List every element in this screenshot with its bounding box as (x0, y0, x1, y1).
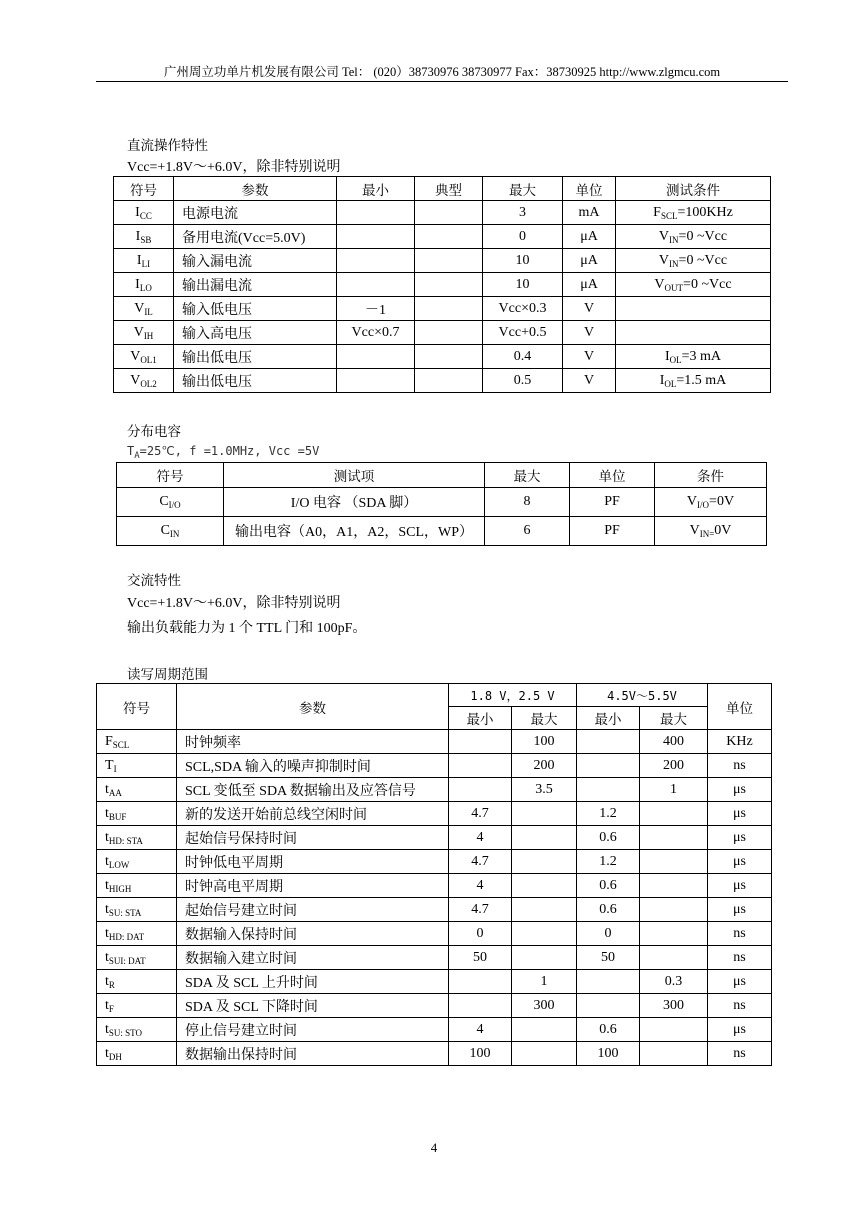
dc-typ (415, 249, 483, 273)
rw-unit: ns (708, 994, 772, 1018)
rw-symbol: $F_{SCL}$ (97, 730, 177, 754)
rw-param: 停止信号建立时间 (177, 1018, 449, 1042)
rw-header-param: 参数 (177, 684, 449, 730)
rw-min-1: 50 (449, 946, 512, 970)
rw-max-1: 3.5 (512, 778, 577, 802)
dc-min (337, 225, 415, 249)
cap-title: 分布电容 (127, 424, 181, 440)
rw-param: 数据输入建立时间 (177, 946, 449, 970)
rw-param: SDA 及 SCL 上升时间 (177, 970, 449, 994)
rw-max-2 (640, 1042, 708, 1066)
rw-table-row (97, 826, 772, 850)
rw-param: 新的发送开始前总线空闲时间 (177, 802, 449, 826)
dc-typ (415, 225, 483, 249)
rw-min-1: 4 (449, 1018, 512, 1042)
cap-symbol: $C_{IN}$ (117, 517, 224, 546)
rw-header-unit: 单位 (708, 684, 772, 730)
dc-condition: Vcc=+1.8V～+6.0V，除非特别说明 (127, 160, 341, 175)
rw-param: 时钟高电平周期 (177, 874, 449, 898)
dc-table-row (114, 201, 771, 225)
rw-min-2: 0.6 (577, 898, 640, 922)
dc-condition-cell: $F_{SCL}=100KHz$ (616, 201, 771, 225)
rw-table-row (97, 994, 772, 1018)
cap-max: 6 (485, 517, 570, 546)
rw-unit: μs (708, 850, 772, 874)
dc-param: 输出漏电流 (174, 273, 337, 297)
dc-param: 电源电流 (174, 201, 337, 225)
dc-param: 输入高电压 (174, 321, 337, 345)
rw-table-row (97, 898, 772, 922)
dc-table-row (114, 369, 771, 393)
cap-condition-cell: $V_{I/O}=0V$ (655, 488, 767, 517)
dc-condition-cell: $V_{OUT}=0$ ~Vcc (616, 273, 771, 297)
rw-min-1 (449, 778, 512, 802)
dc-max: 3 (483, 201, 563, 225)
rw-header-group-2: 4.5V～5.5V (577, 684, 708, 707)
rw-max-1: 1 (512, 970, 577, 994)
dc-symbol: $V_{OL1}$ (114, 345, 174, 369)
dc-condition-cell: $V_{IN}=0$ ~Vcc (616, 225, 771, 249)
rw-min-1: 4.7 (449, 898, 512, 922)
dc-typ (415, 321, 483, 345)
rw-min-2: 0 (577, 922, 640, 946)
rw-param: 起始信号建立时间 (177, 898, 449, 922)
ac-line-1: Vcc=+1.8V～+6.0V，除非特别说明 (127, 596, 341, 611)
dc-unit: V (563, 297, 616, 321)
dc-symbol: $V_{IL}$ (114, 297, 174, 321)
rw-unit: ns (708, 922, 772, 946)
rw-min-2 (577, 970, 640, 994)
ac-title: 交流特性 (127, 573, 181, 589)
rw-param: 起始信号保持时间 (177, 826, 449, 850)
cap-unit: PF (570, 517, 655, 546)
rw-unit: KHz (708, 730, 772, 754)
rw-symbol: $t_{SUI: DAT}$ (97, 946, 177, 970)
dc-typ (415, 345, 483, 369)
dc-title: 直流操作特性 (127, 138, 208, 154)
dc-symbol: $I_{CC}$ (114, 201, 174, 225)
header-rule (96, 81, 788, 82)
cap-max: 8 (485, 488, 570, 517)
dc-param: 输出低电压 (174, 369, 337, 393)
rw-min-1 (449, 970, 512, 994)
dc-typ (415, 369, 483, 393)
rw-table-row (97, 970, 772, 994)
cap-condition-cell: $V_{IN=}0V$ (655, 517, 767, 546)
dc-min: －1 (337, 297, 415, 321)
dc-min (337, 273, 415, 297)
rw-table-row (97, 946, 772, 970)
dc-header-cell: 测试条件 (616, 177, 771, 201)
dc-table-row (114, 297, 771, 321)
rw-min-1 (449, 994, 512, 1018)
rw-symbol: $t_{HD: DAT}$ (97, 922, 177, 946)
rw-unit: μs (708, 778, 772, 802)
rw-max-2 (640, 898, 708, 922)
dc-unit: μA (563, 225, 616, 249)
dc-symbol: $I_{LI}$ (114, 249, 174, 273)
rw-min-2: 100 (577, 1042, 640, 1066)
rw-unit: μs (708, 898, 772, 922)
dc-symbol: $V_{OL2}$ (114, 369, 174, 393)
cap-unit: PF (570, 488, 655, 517)
rw-header-group-1: 1.8 V，2.5 V (449, 684, 577, 707)
dc-condition-cell: $I_{OL}=1.5$ mA (616, 369, 771, 393)
rw-symbol: $t_R$ (97, 970, 177, 994)
rw-symbol: $t_F$ (97, 994, 177, 1018)
rw-max-2 (640, 850, 708, 874)
cap-header-cell: 最大 (485, 463, 570, 488)
dc-min (337, 345, 415, 369)
dc-unit: V (563, 321, 616, 345)
dc-condition-cell: $I_{OL}=3$ mA (616, 345, 771, 369)
cap-header-cell: 单位 (570, 463, 655, 488)
rw-param: 时钟低电平周期 (177, 850, 449, 874)
dc-unit: V (563, 369, 616, 393)
rw-symbol: $t_{BUF}$ (97, 802, 177, 826)
rw-table-row (97, 922, 772, 946)
dc-table (113, 176, 771, 393)
rw-max-2: 300 (640, 994, 708, 1018)
rw-max-1 (512, 850, 577, 874)
dc-min (337, 249, 415, 273)
rw-table (96, 683, 772, 1066)
rw-max-2: 0.3 (640, 970, 708, 994)
rw-min-2 (577, 778, 640, 802)
cap-table (116, 462, 767, 546)
rw-min-1: 100 (449, 1042, 512, 1066)
rw-header-symbol: 符号 (97, 684, 177, 730)
ac-line-2: 输出负载能力为 1 个 TTL 门和 100pF。 (127, 621, 367, 636)
dc-param: 输入漏电流 (174, 249, 337, 273)
dc-min (337, 201, 415, 225)
dc-typ (415, 273, 483, 297)
rw-max-1 (512, 874, 577, 898)
dc-param: 输出低电压 (174, 345, 337, 369)
rw-param: SCL,SDA 输入的噪声抑制时间 (177, 754, 449, 778)
dc-unit: μA (563, 273, 616, 297)
rw-symbol: $t_{DH}$ (97, 1042, 177, 1066)
rw-param: 时钟频率 (177, 730, 449, 754)
rw-unit: μs (708, 826, 772, 850)
rw-unit: μs (708, 970, 772, 994)
cap-table-row (117, 488, 767, 517)
dc-table-row (114, 273, 771, 297)
rw-min-1: 0 (449, 922, 512, 946)
rw-symbol: $t_{LOW}$ (97, 850, 177, 874)
rw-table-row (97, 754, 772, 778)
rw-param: 数据输出保持时间 (177, 1042, 449, 1066)
cap-item: 输出电容（A0，A1，A2，SCL，WP） (224, 517, 485, 546)
rw-min-2 (577, 994, 640, 1018)
dc-header-cell: 最小 (337, 177, 415, 201)
dc-symbol: $V_{IH}$ (114, 321, 174, 345)
dc-header-cell: 单位 (563, 177, 616, 201)
rw-min-2: 1.2 (577, 802, 640, 826)
dc-symbol: $I_{LO}$ (114, 273, 174, 297)
dc-table-row (114, 225, 771, 249)
rw-min-1 (449, 730, 512, 754)
rw-min-1: 4.7 (449, 850, 512, 874)
dc-unit: mA (563, 201, 616, 225)
rw-title: 读写周期范围 (127, 667, 208, 683)
dc-header-cell: 最大 (483, 177, 563, 201)
rw-unit: μs (708, 802, 772, 826)
rw-unit: ns (708, 946, 772, 970)
dc-max: 0 (483, 225, 563, 249)
rw-symbol: $T_I$ (97, 754, 177, 778)
rw-min-1: 4 (449, 826, 512, 850)
rw-table-row (97, 730, 772, 754)
dc-min (337, 369, 415, 393)
dc-condition-cell (616, 321, 771, 345)
rw-max-2: 400 (640, 730, 708, 754)
dc-table-row (114, 321, 771, 345)
rw-param: SCL 变低至 SDA 数据输出及应答信号 (177, 778, 449, 802)
dc-max: Vcc×0.3 (483, 297, 563, 321)
rw-max-2 (640, 874, 708, 898)
dc-typ (415, 201, 483, 225)
dc-condition-cell: $V_{IN}=0$ ~Vcc (616, 249, 771, 273)
rw-max-2 (640, 1018, 708, 1042)
dc-table-row (114, 249, 771, 273)
rw-param: SDA 及 SCL 下降时间 (177, 994, 449, 1018)
rw-symbol: $t_{HIGH}$ (97, 874, 177, 898)
rw-min-2: 1.2 (577, 850, 640, 874)
rw-unit: ns (708, 1042, 772, 1066)
rw-table-row (97, 778, 772, 802)
rw-symbol: $t_{HD: STA}$ (97, 826, 177, 850)
dc-max: Vcc+0.5 (483, 321, 563, 345)
dc-condition-cell (616, 297, 771, 321)
dc-header-cell: 符号 (114, 177, 174, 201)
rw-unit: μs (708, 1018, 772, 1042)
cap-header-cell: 符号 (117, 463, 224, 488)
rw-min-2: 0.6 (577, 1018, 640, 1042)
dc-table-row (114, 345, 771, 369)
rw-max-2: 1 (640, 778, 708, 802)
rw-max-2: 200 (640, 754, 708, 778)
rw-max-2 (640, 946, 708, 970)
rw-max-1: 100 (512, 730, 577, 754)
rw-min-2: 0.6 (577, 826, 640, 850)
dc-min: Vcc×0.7 (337, 321, 415, 345)
cap-item: I/O 电容 （SDA 脚） (224, 488, 485, 517)
rw-header-max-2: 最大 (640, 707, 708, 730)
dc-max: 0.4 (483, 345, 563, 369)
rw-max-1 (512, 946, 577, 970)
dc-header-cell: 参数 (174, 177, 337, 201)
cap-condition: $T_A=25℃$, f =1.0MHz, Vcc =5V (127, 444, 320, 461)
rw-min-2: 0.6 (577, 874, 640, 898)
rw-max-1 (512, 922, 577, 946)
rw-max-1: 200 (512, 754, 577, 778)
rw-header-min-1: 最小 (449, 707, 512, 730)
rw-unit: ns (708, 754, 772, 778)
rw-table-row (97, 1042, 772, 1066)
cap-header-cell: 测试项 (224, 463, 485, 488)
rw-table-row (97, 1018, 772, 1042)
rw-header-min-2: 最小 (577, 707, 640, 730)
rw-max-2 (640, 826, 708, 850)
rw-symbol: $t_{SU: STO}$ (97, 1018, 177, 1042)
rw-symbol: $t_{SU: STA}$ (97, 898, 177, 922)
rw-max-1 (512, 826, 577, 850)
cap-symbol: $C_{I/O}$ (117, 488, 224, 517)
rw-min-1: 4 (449, 874, 512, 898)
dc-max: 0.5 (483, 369, 563, 393)
cap-table-row (117, 517, 767, 546)
dc-typ (415, 297, 483, 321)
page-header: 广州周立功单片机发展有限公司 Tel： (020）38730976 38730977 Fax：38730925 http://www.zlgmcu.com (163, 65, 721, 79)
dc-header-cell: 典型 (415, 177, 483, 201)
rw-max-1 (512, 802, 577, 826)
rw-unit: μs (708, 874, 772, 898)
rw-max-1 (512, 1042, 577, 1066)
dc-param: 备用电流(Vcc=5.0V) (174, 225, 337, 249)
rw-max-2 (640, 802, 708, 826)
rw-table-row (97, 802, 772, 826)
rw-min-1: 4.7 (449, 802, 512, 826)
rw-min-2 (577, 754, 640, 778)
rw-header-max-1: 最大 (512, 707, 577, 730)
dc-symbol: $I_{SB}$ (114, 225, 174, 249)
rw-max-1 (512, 898, 577, 922)
dc-unit: μA (563, 249, 616, 273)
rw-min-2: 50 (577, 946, 640, 970)
rw-table-row (97, 850, 772, 874)
dc-max: 10 (483, 273, 563, 297)
page-number: 4 (430, 1140, 438, 1155)
rw-min-1 (449, 754, 512, 778)
rw-table-row (97, 874, 772, 898)
dc-unit: V (563, 345, 616, 369)
rw-max-2 (640, 922, 708, 946)
dc-max: 10 (483, 249, 563, 273)
cap-header-cell: 条件 (655, 463, 767, 488)
rw-max-1 (512, 1018, 577, 1042)
rw-max-1: 300 (512, 994, 577, 1018)
rw-param: 数据输入保持时间 (177, 922, 449, 946)
rw-min-2 (577, 730, 640, 754)
rw-symbol: $t_{AA}$ (97, 778, 177, 802)
dc-param: 输入低电压 (174, 297, 337, 321)
